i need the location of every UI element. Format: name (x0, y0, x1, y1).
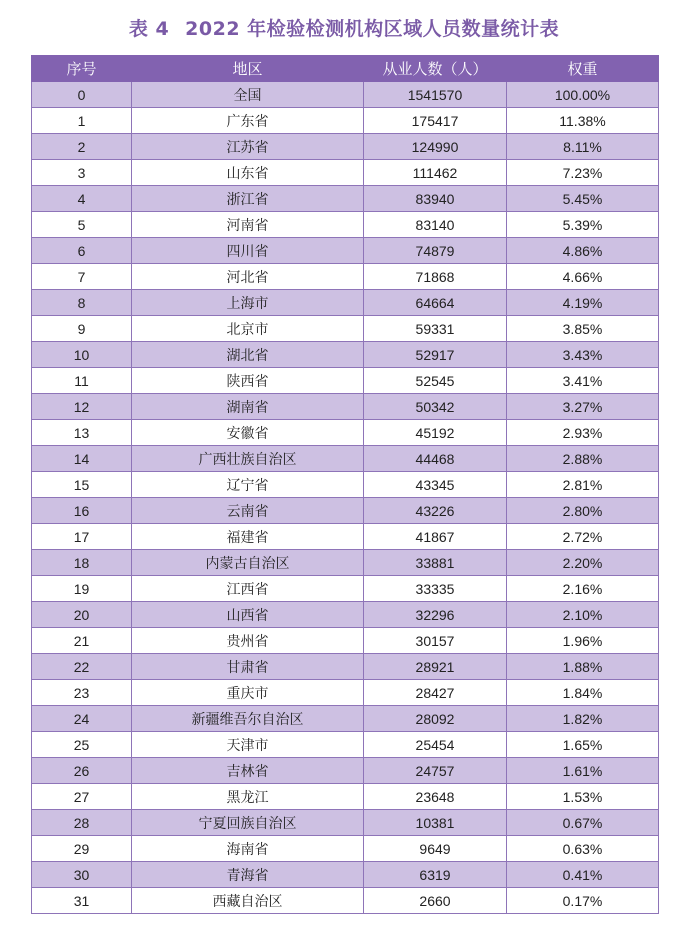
cell-index: 19 (32, 576, 132, 602)
cell-index: 20 (32, 602, 132, 628)
cell-region: 江西省 (132, 576, 364, 602)
table-row (32, 264, 659, 290)
cell-region: 贵州省 (132, 628, 364, 654)
cell-region: 黑龙江 (132, 784, 364, 810)
cell-employees: 25454 (364, 732, 507, 758)
header-employees: 从业人数（人） (364, 56, 507, 82)
table-row (32, 290, 659, 316)
table-row (32, 758, 659, 784)
cell-index: 17 (32, 524, 132, 550)
cell-index: 14 (32, 446, 132, 472)
cell-region: 重庆市 (132, 680, 364, 706)
cell-index: 23 (32, 680, 132, 706)
cell-employees: 83140 (364, 212, 507, 238)
cell-employees: 43226 (364, 498, 507, 524)
cell-employees: 45192 (364, 420, 507, 446)
table-row (32, 654, 659, 680)
cell-weight: 11.38% (507, 108, 659, 134)
cell-employees: 52545 (364, 368, 507, 394)
cell-employees: 24757 (364, 758, 507, 784)
cell-employees: 43345 (364, 472, 507, 498)
cell-index: 27 (32, 784, 132, 810)
cell-region: 湖北省 (132, 342, 364, 368)
table-row (32, 394, 659, 420)
cell-index: 26 (32, 758, 132, 784)
cell-employees: 44468 (364, 446, 507, 472)
table-row (32, 342, 659, 368)
header-region: 地区 (132, 56, 364, 82)
table-row (32, 420, 659, 446)
cell-employees: 6319 (364, 862, 507, 888)
cell-index: 7 (32, 264, 132, 290)
cell-index: 25 (32, 732, 132, 758)
cell-index: 8 (32, 290, 132, 316)
cell-weight: 2.80% (507, 498, 659, 524)
cell-index: 29 (32, 836, 132, 862)
cell-index: 12 (32, 394, 132, 420)
cell-weight: 1.53% (507, 784, 659, 810)
cell-region: 辽宁省 (132, 472, 364, 498)
cell-weight: 2.20% (507, 550, 659, 576)
cell-weight: 3.27% (507, 394, 659, 420)
table-row (32, 472, 659, 498)
cell-weight: 1.96% (507, 628, 659, 654)
cell-employees: 175417 (364, 108, 507, 134)
cell-region: 海南省 (132, 836, 364, 862)
cell-index: 22 (32, 654, 132, 680)
table-row (32, 82, 659, 108)
cell-weight: 4.66% (507, 264, 659, 290)
cell-employees: 32296 (364, 602, 507, 628)
cell-weight: 5.39% (507, 212, 659, 238)
cell-employees: 64664 (364, 290, 507, 316)
table-number: 表 4 (128, 18, 170, 40)
cell-weight: 8.11% (507, 134, 659, 160)
cell-employees: 28921 (364, 654, 507, 680)
cell-weight: 4.19% (507, 290, 659, 316)
cell-employees: 30157 (364, 628, 507, 654)
header-index: 序号 (32, 56, 132, 82)
cell-index: 0 (32, 82, 132, 108)
table-row (32, 446, 659, 472)
cell-region: 浙江省 (132, 186, 364, 212)
cell-weight: 3.41% (507, 368, 659, 394)
cell-employees: 52917 (364, 342, 507, 368)
cell-employees: 2660 (364, 888, 507, 914)
cell-index: 11 (32, 368, 132, 394)
table-row (32, 732, 659, 758)
table-row (32, 186, 659, 212)
cell-index: 16 (32, 498, 132, 524)
cell-employees: 28427 (364, 680, 507, 706)
cell-weight: 0.63% (507, 836, 659, 862)
cell-weight: 1.65% (507, 732, 659, 758)
cell-region: 江苏省 (132, 134, 364, 160)
cell-employees: 71868 (364, 264, 507, 290)
table-row (32, 888, 659, 914)
cell-weight: 7.23% (507, 160, 659, 186)
cell-region: 山东省 (132, 160, 364, 186)
header-row (32, 56, 659, 82)
cell-region: 新疆维吾尔自治区 (132, 706, 364, 732)
header-weight: 权重 (507, 56, 659, 82)
table-row (32, 550, 659, 576)
cell-region: 福建省 (132, 524, 364, 550)
table-row (32, 810, 659, 836)
table-row (32, 368, 659, 394)
cell-employees: 33881 (364, 550, 507, 576)
cell-employees: 28092 (364, 706, 507, 732)
cell-weight: 1.88% (507, 654, 659, 680)
cell-employees: 50342 (364, 394, 507, 420)
cell-region: 北京市 (132, 316, 364, 342)
table-row (32, 108, 659, 134)
cell-index: 9 (32, 316, 132, 342)
cell-index: 5 (32, 212, 132, 238)
cell-index: 18 (32, 550, 132, 576)
cell-employees: 124990 (364, 134, 507, 160)
table-row (32, 628, 659, 654)
statistics-table (31, 55, 659, 914)
table-body (32, 82, 659, 914)
cell-index: 1 (32, 108, 132, 134)
cell-index: 3 (32, 160, 132, 186)
cell-index: 24 (32, 706, 132, 732)
cell-employees: 9649 (364, 836, 507, 862)
table-row (32, 238, 659, 264)
cell-weight: 2.10% (507, 602, 659, 628)
cell-weight: 2.81% (507, 472, 659, 498)
cell-region: 上海市 (132, 290, 364, 316)
cell-weight: 0.67% (507, 810, 659, 836)
table-row (32, 680, 659, 706)
cell-index: 13 (32, 420, 132, 446)
cell-index: 28 (32, 810, 132, 836)
table-row (32, 160, 659, 186)
cell-employees: 59331 (364, 316, 507, 342)
cell-weight: 1.82% (507, 706, 659, 732)
cell-weight: 1.84% (507, 680, 659, 706)
table-title (0, 14, 688, 41)
cell-employees: 111462 (364, 160, 507, 186)
cell-region: 西藏自治区 (132, 888, 364, 914)
cell-region: 陕西省 (132, 368, 364, 394)
cell-index: 4 (32, 186, 132, 212)
cell-employees: 83940 (364, 186, 507, 212)
cell-region: 云南省 (132, 498, 364, 524)
table-row (32, 524, 659, 550)
cell-weight: 0.17% (507, 888, 659, 914)
cell-weight: 1.61% (507, 758, 659, 784)
table-row (32, 316, 659, 342)
table-row (32, 862, 659, 888)
cell-index: 15 (32, 472, 132, 498)
cell-region: 四川省 (132, 238, 364, 264)
table-row (32, 576, 659, 602)
cell-weight: 4.86% (507, 238, 659, 264)
cell-employees: 33335 (364, 576, 507, 602)
cell-employees: 41867 (364, 524, 507, 550)
cell-index: 21 (32, 628, 132, 654)
cell-region: 吉林省 (132, 758, 364, 784)
cell-region: 湖南省 (132, 394, 364, 420)
cell-region: 广东省 (132, 108, 364, 134)
cell-index: 10 (32, 342, 132, 368)
cell-weight: 2.16% (507, 576, 659, 602)
cell-region: 广西壮族自治区 (132, 446, 364, 472)
cell-region: 河南省 (132, 212, 364, 238)
cell-index: 2 (32, 134, 132, 160)
cell-index: 6 (32, 238, 132, 264)
cell-weight: 2.72% (507, 524, 659, 550)
cell-region: 全国 (132, 82, 364, 108)
table-row (32, 836, 659, 862)
cell-employees: 74879 (364, 238, 507, 264)
table-row (32, 498, 659, 524)
cell-weight: 100.00% (507, 82, 659, 108)
cell-region: 安徽省 (132, 420, 364, 446)
cell-region: 河北省 (132, 264, 364, 290)
cell-region: 山西省 (132, 602, 364, 628)
cell-weight: 3.85% (507, 316, 659, 342)
table-row (32, 212, 659, 238)
table-row (32, 706, 659, 732)
cell-weight: 2.93% (507, 420, 659, 446)
cell-region: 青海省 (132, 862, 364, 888)
cell-employees: 23648 (364, 784, 507, 810)
table-row (32, 602, 659, 628)
cell-index: 30 (32, 862, 132, 888)
cell-index: 31 (32, 888, 132, 914)
cell-weight: 0.41% (507, 862, 659, 888)
table-title-text: 2022 年检验检测机构区域人员数量统计表 (185, 18, 560, 40)
table-row (32, 134, 659, 160)
cell-employees: 1541570 (364, 82, 507, 108)
cell-region: 内蒙古自治区 (132, 550, 364, 576)
cell-region: 天津市 (132, 732, 364, 758)
cell-region: 甘肃省 (132, 654, 364, 680)
cell-weight: 2.88% (507, 446, 659, 472)
cell-employees: 10381 (364, 810, 507, 836)
cell-weight: 5.45% (507, 186, 659, 212)
cell-region: 宁夏回族自治区 (132, 810, 364, 836)
table-row (32, 784, 659, 810)
cell-weight: 3.43% (507, 342, 659, 368)
